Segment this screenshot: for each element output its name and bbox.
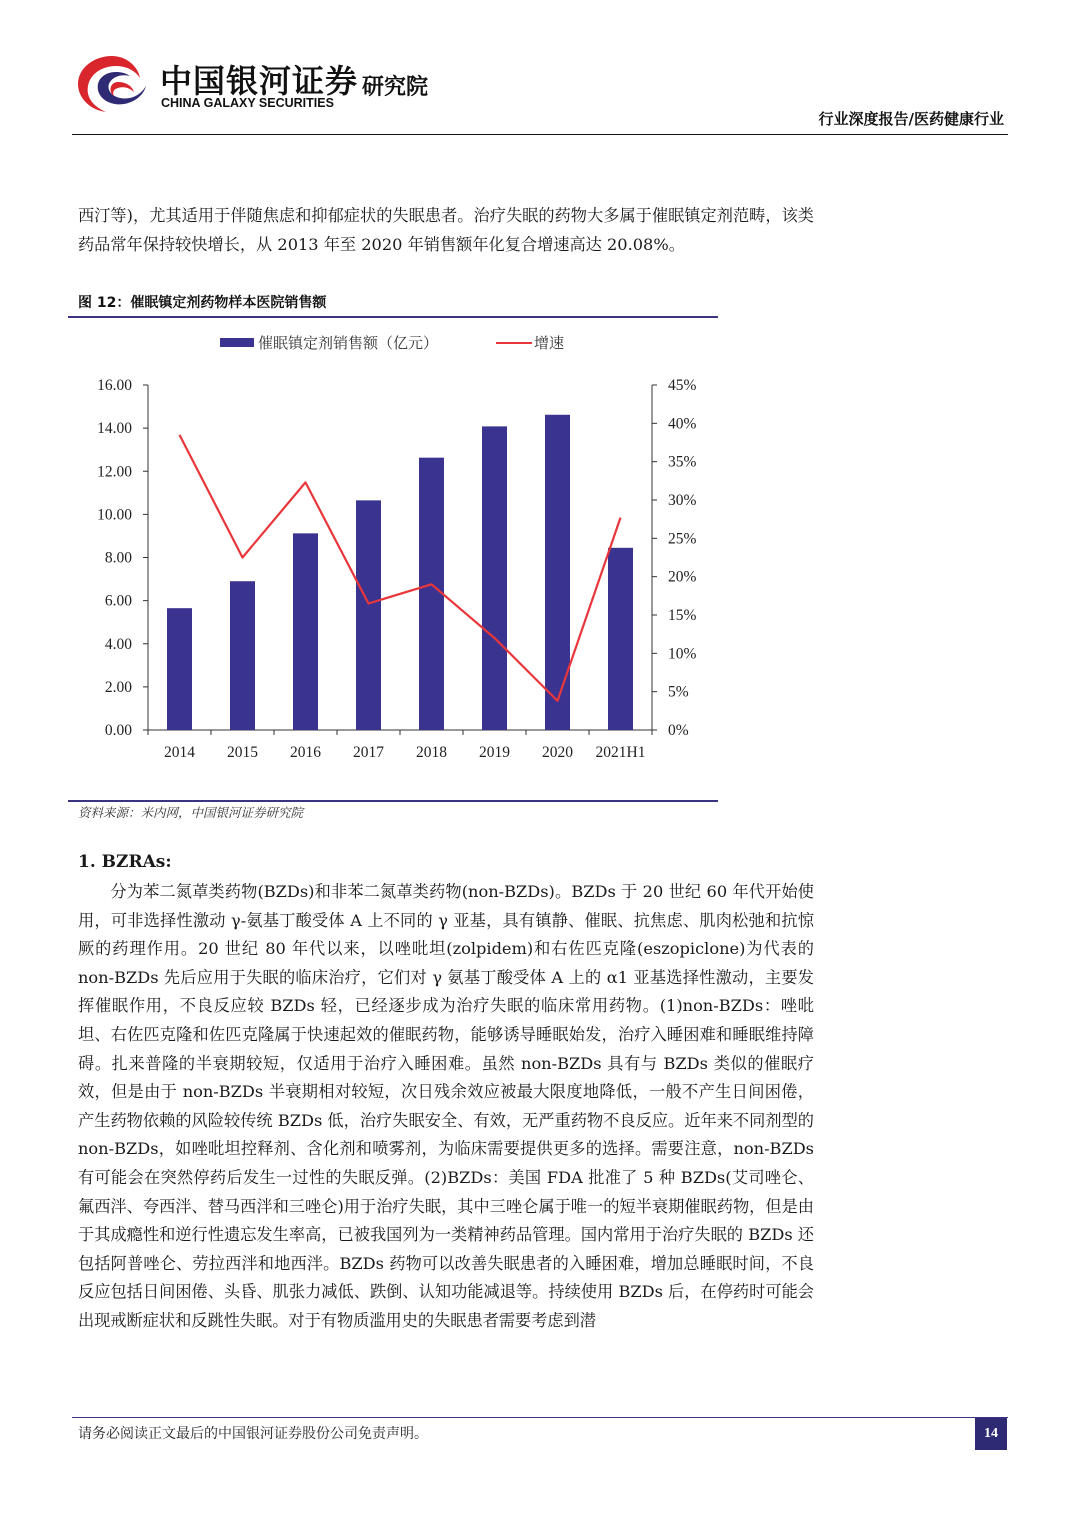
footer-divider [72,1417,1008,1418]
legend-line-label: 增速 [534,336,565,352]
right-axis-tick-label: 15% [668,607,697,624]
brand-institute: 研究院 [362,75,429,100]
sales-bar [419,458,444,730]
brand-name-en: CHINA GALAXY SECURITIES [161,96,334,110]
footer-disclaimer: 请务必阅读正文最后的中国银河证券股份公司免责声明。 [78,1426,428,1442]
sales-bar [482,426,507,730]
x-axis-tick-label: 2017 [353,744,384,761]
left-axis-tick-label: 16.00 [97,377,132,394]
left-axis-tick-label: 0.00 [104,722,132,739]
legend-bar-swatch [220,338,254,347]
x-axis-tick-label: 2018 [416,744,447,761]
sales-bar [545,415,570,730]
left-axis-tick-label: 8.00 [104,549,132,567]
figure-top-rule [68,316,718,318]
sales-bar [608,548,633,730]
sales-bar [167,608,192,730]
body-paragraph: 分为苯二氮䓬类药物(BZDs)和非苯二氮䓬类药物(non-BZDs)。BZDs 于 20 世纪 60 年代开始使用，可非选择性激动 γ-氨基丁酸受体 A 上不同的 γ 亚基，具有镇静、催眠、抗焦虑、肌肉松弛和抗惊厥的药理作用。20 世纪 80 年代以来，以唑吡坦(zolpidem)和右佐匹克隆(eszopiclone)为代表的 non-BZDs 先后应用于失眠的临床治疗，它们对 γ 氨基丁酸受体 A 上的 α1 亚基选择性激动，主要发挥催眠作用，不良反应较 BZDs 轻，已经逐步成为治疗失眠的临床常用药物。(1)non-BZDs：唑吡坦、右佐匹克隆和佐匹克隆属于快速起效的催眠药物，能够诱导睡眠始发，治疗入睡困难和睡眠维持障碍。扎来普隆的半衰期较短，仅适用于治疗入睡困难。虽然 non-BZDs 具有与 BZDs 类似的催眠疗效，但是由于 non-BZDs 半衰期相对较短，次日残余效应被最大限度地降低，一般不产生日间困倦，产生药物依赖的风险较传统 BZDs 低，治疗失眠安全、有效，无严重药物不良反应。近年来不同剂型的 non-BZDs，如唑吡坦控释剂、含化剂和喷雾剂，为临床需要提供更多的选择。需要注意，non-BZDs 有可能会在突然停药后发生一过性的失眠反弹。(2)BZDs：美国 FDA 批准了 5 种 BZDs(艾司唑仑、氟西泮、夸西泮、替马西泮和三唑仑)用于治疗失眠，其中三唑仑属于唯一的短半衰期催眠药物，但是由于其成瘾性和逆行性遗忘发生率高，已被我国列为一类精神药品管理。国内常用于治疗失眠的 BZDs 还包括阿普唑仑、劳拉西泮和地西泮。BZDs 药物可以改善失眠患者的入睡困难，增加总睡眠时间，不良反应包括日间困倦、头昏、肌张力减低、跌倒、认知功能减退等。持续使用 BZDs 后，在停药时可能会出现戒断症状和反跳性失眠。对于有物质滥用史的失眠患者需要考虑到潜 [78,882,814,1330]
right-axis-tick-label: 25% [668,530,697,548]
right-axis-tick-label: 0% [668,722,689,739]
galaxy-logo-icon [72,52,152,116]
sales-bar [293,533,318,730]
section-heading: 1. BZRAs: [78,852,172,872]
right-axis-tick-label: 45% [668,377,697,394]
header-divider [72,134,1008,135]
x-axis-tick-label: 2016 [290,744,321,761]
figure-bottom-rule [68,800,718,802]
x-axis-tick-label: 2015 [227,744,258,761]
x-axis-tick-label: 2021H1 [595,744,646,761]
right-axis-tick-label: 30% [668,492,697,509]
left-axis-tick-label: 10.00 [97,506,132,524]
left-axis-tick-label: 14.00 [97,420,132,438]
legend-bar-label: 催眠镇定剂销售额（亿元） [258,336,439,352]
chart-legend [220,334,564,352]
x-axis-tick-label: 2014 [164,744,195,761]
sales-bar [356,500,381,730]
right-axis-tick-label: 10% [668,645,697,663]
right-axis-tick-label: 20% [668,568,697,586]
figure-title: 图 12：催眠镇定剂药物样本医院销售额 [78,295,327,311]
left-axis-tick-label: 2.00 [104,678,132,696]
x-axis-tick-label: 2019 [479,744,510,761]
sales-bar [230,581,255,730]
brand-name-cn: 中国银河证券 [160,62,359,100]
x-axis-tick-label: 2020 [542,744,573,761]
right-axis-tick-label: 5% [668,683,689,701]
figure-source: 资料来源：米内网，中国银河证券研究院 [78,805,304,820]
report-type: 行业深度报告/医药健康行业 [818,110,1004,128]
sales-chart [68,320,718,798]
right-axis-tick-label: 35% [668,453,697,471]
left-axis-tick-label: 12.00 [97,463,132,481]
page-number: 14 [975,1418,1007,1450]
left-axis-tick-label: 6.00 [104,592,132,610]
left-axis-tick-label: 4.00 [104,635,132,653]
right-axis-tick-label: 40% [668,415,697,433]
intro-paragraph: 西汀等)，尤其适用于伴随焦虑和抑郁症状的失眠患者。治疗失眠的药物大多属于催眠镇定剂范畴，该类药品常年保持较快增长，从 2013 年至 2020 年销售额年化复合增速高达 20.08%。 [78,206,814,254]
